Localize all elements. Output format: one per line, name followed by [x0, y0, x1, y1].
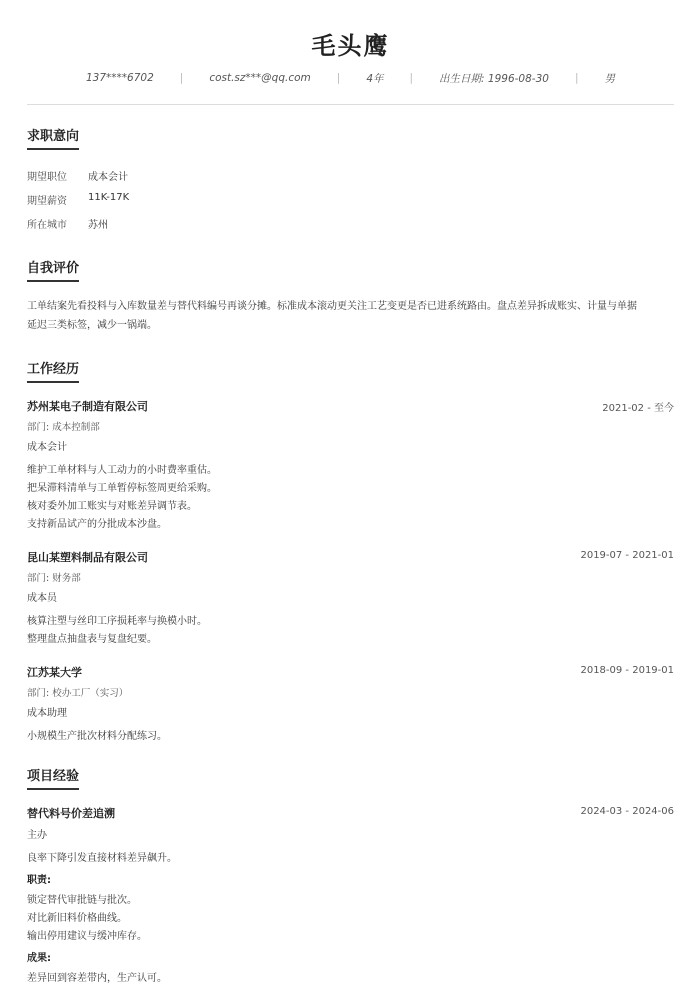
project-name: 替代料号价差追溯 [27, 807, 115, 820]
project-date: 2024-03 - 2024-06 [580, 806, 674, 817]
job-role: 成本助理 [27, 708, 67, 719]
candidate-name: 毛头鹰 [311, 32, 390, 60]
resume-page [27, 0, 674, 990]
job-department: 部门: 财务部 [27, 573, 81, 584]
section-title-project: 项目经验 [27, 769, 80, 784]
job-duty: 支持新品试产的分批成本沙盘。 [27, 519, 167, 530]
job-date: 2018-09 - 2019-01 [580, 665, 674, 676]
separator: | [179, 72, 184, 84]
separator: | [409, 72, 414, 84]
intent-value: 成本会计 [88, 172, 128, 183]
birth-date: 出生日期: 1996-08-30 [439, 72, 549, 85]
contact-bar [27, 70, 674, 86]
project-description: 良率下降引发直接材料差异飙升。 [27, 853, 177, 864]
job-company: 昆山某塑料制品有限公司 [27, 551, 148, 564]
intent-row-position [27, 168, 128, 183]
section-title-intent: 求职意向 [27, 129, 80, 144]
self-eval-line-1: 工单结案先看投料与入库数量差与替代料编号再谈分摊。标准成本滚动更关注工艺变更是否已进系统路由。盘点差异拆成账实、计量与单据 [27, 301, 637, 312]
self-eval-line-2: 延迟三类标签，减少一锅端。 [27, 320, 157, 331]
section-underline [27, 280, 79, 282]
job-date: 2021-02 - 至今 [602, 403, 674, 414]
section-underline [27, 148, 79, 150]
job-duty: 核算注塑与丝印工序损耗率与换模小时。 [27, 616, 207, 627]
job-duty: 小规模生产批次材料分配练习。 [27, 731, 167, 742]
project-duty: 锁定替代审批链与批次。 [27, 895, 137, 906]
job-role: 成本员 [27, 593, 57, 604]
gender: 男 [604, 72, 615, 85]
job-company: 苏州某电子制造有限公司 [27, 400, 148, 413]
job-department: 部门: 成本控制部 [27, 422, 100, 433]
duty-label: 职责: [27, 875, 51, 886]
intent-row-salary [27, 192, 129, 207]
separator: | [336, 72, 341, 84]
project-duty: 输出停用建议与缓冲库存。 [27, 931, 147, 942]
intent-value: 11K-17K [88, 192, 130, 203]
project-role: 主办 [27, 830, 47, 841]
job-department: 部门: 校办工厂（实习） [27, 688, 129, 699]
intent-label: 期望职位 [27, 172, 67, 183]
years-experience: 4年 [366, 72, 384, 85]
section-title-work: 工作经历 [27, 362, 80, 377]
section-underline [27, 381, 79, 383]
intent-label: 所在城市 [27, 220, 67, 231]
job-company: 江苏某大学 [27, 666, 82, 679]
phone: 137****6702 [86, 72, 154, 84]
separator: | [574, 72, 579, 84]
job-date: 2019-07 - 2021-01 [580, 550, 674, 561]
intent-row-city [27, 216, 108, 231]
email: cost.sz***@qq.com [209, 72, 311, 84]
section-underline [27, 788, 79, 790]
header-divider [27, 104, 674, 105]
result-label: 成果: [27, 953, 51, 964]
project-duty: 对比新旧料价格曲线。 [27, 913, 127, 924]
job-duty: 核对委外加工账实与对账差异调节表。 [27, 501, 197, 512]
project-result: 差异回到容差带内，生产认可。 [27, 973, 167, 984]
job-duty: 把呆滞料清单与工单暂停标签周更给采购。 [27, 483, 217, 494]
job-duty: 整理盘点抽盘表与复盘纪要。 [27, 634, 157, 645]
intent-value: 苏州 [88, 220, 108, 231]
section-title-self: 自我评价 [27, 261, 80, 276]
intent-label: 期望薪资 [27, 196, 67, 207]
job-duty: 维护工单材料与人工动力的小时费率重估。 [27, 465, 217, 476]
job-role: 成本会计 [27, 442, 67, 453]
